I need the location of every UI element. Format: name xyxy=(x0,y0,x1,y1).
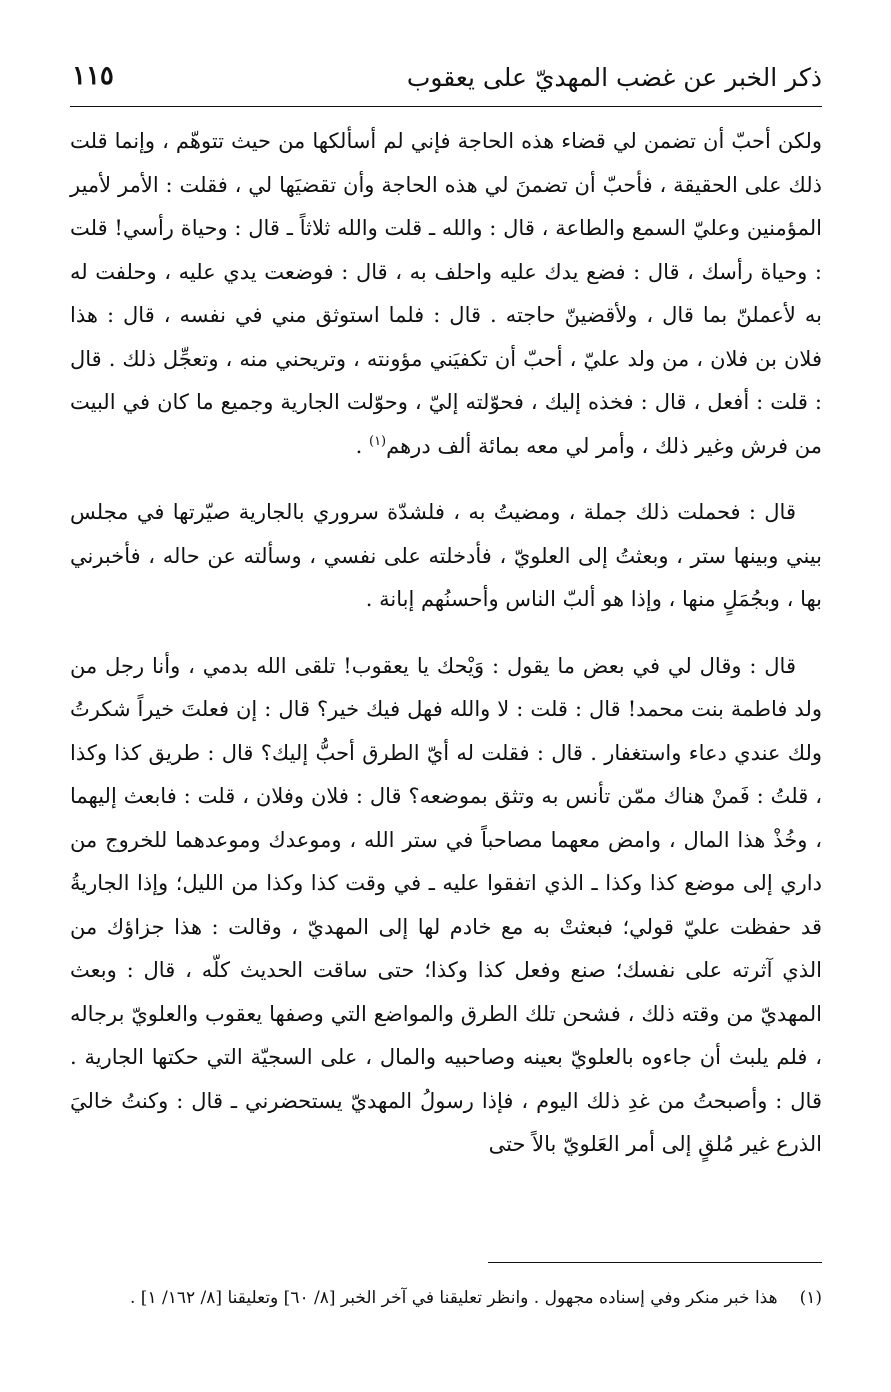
footnote xyxy=(70,1284,822,1312)
paragraph xyxy=(70,120,822,468)
running-title: ذكر الخبر عن غضب المهديّ على يعقوب xyxy=(406,63,822,92)
paragraph xyxy=(70,491,822,622)
paragraph xyxy=(70,645,822,1167)
page-header xyxy=(70,56,822,100)
footnote-text: هذا خبر منكر وفي إسناده مجهول . وانظر تعليقنا في آخر الخبر [٨/ ٦٠] وتعليقنا [٨/ ١٦٢/ ١] . xyxy=(130,1288,778,1308)
footnote-rule xyxy=(488,1262,822,1263)
paragraph-text: قال : وقال لي في بعض ما يقول : وَيْحك يا يعقوب! تلقى الله بدمي ، وأنا رجل من ولد فاطمة بنت محمد! قال : قلت : لا والله فهل فيك خير؟ قال : إن فعلتَ خيراً شكرتُ ولك عندي دعاء واستغفار . قال : فقلت له أيّ الطرق أحبُّ إليك؟ قال : طريق كذا وكذا ، قلتُ : فَمنْ هناك ممّن تأنس به وتثق بموضعه؟ قال : فلان وفلان ، قلت : فابعث إليهما ، وخُذْ هذا المال ، وامض معهما مصاحباً في ستر الله ، وموعدك وموعدهما للخروج من داري إلى موضع كذا وكذا ـ الذي اتفقوا عليه ـ في وقت كذا وكذا من الليل؛ وإذا الجاريةُ قد حفظت عليّ قولي؛ فبعثتْ به مع خادم لها إلى المهديّ ، وقالت : هذا جزاؤك من الذي آثرته على نفسك؛ صنع وفعل كذا وكذا؛ حتى ساقت الحديث كلّه ، قال : وبعث المهديّ من وقته ذلك ، فشحن تلك الطرق والمواضع التي وصفها يعقوب والعلويّ برجاله ، فلم يلبث أن جاءوه بالعلويّ بعينه وصاحبيه والمال ، على السجيّة التي حكتها الجارية . قال : وأصبحتُ من غدِ ذلك اليوم ، فإذا رسولُ المهديّ يستحضرني ـ قال : وكنتُ خاليَ الذرع غير مُلقٍ إلى أمر العَلويّ بالاً حتى xyxy=(70,653,822,1156)
page-number: ١١٥ xyxy=(72,61,114,91)
footnote-number: (١) xyxy=(799,1288,822,1308)
paragraph-text: ولكن أحبّ أن تضمن لي قضاء هذه الحاجة فإني لم أسألكها من حيث تتوهّم ، وإنما قلت ذلك على الحقيقة ، فأحبّ أن تضمنَ لي هذه الحاجة وأن تقضيَها لي ، فقلت : الأمر لأمير المؤمنين وعليّ السمع والطاعة ، قال : والله ـ قلت والله ثلاثاً ـ قال : وحياة رأسي! قلت : وحياة رأسك ، قال : فضع يدك عليه واحلف به ، قال : فوضعت يدي عليه ، وحلفت له به لأعملنّ بما قال ، ولأقضينّ حاجته . قال : فلما استوثق مني في نفسه ، قال : هذا فلان بن فلان ، من ولد عليّ ، أحبّ أن تكفيَني مؤونته ، وتريحني منه ، وتعجِّل ذلك . قال : قلت : أفعل ، قال : فخذه إليك ، فحوّلته إليّ ، وحوّلت الجارية وجميع ما كان في البيت من فرش وغير ذلك ، وأمر لي معه بمائة ألف درهم xyxy=(70,129,822,458)
paragraph-text: قال : فحملت ذلك جملة ، ومضيتُ به ، فلشدّة سروري بالجارية صيّرتها في مجلس بيني وبينها ستر ، وبعثتُ إلى العلويّ ، فأدخلته على نفسي ، وسألته عن حاله ، فأخبرني بها ، وبجُمَلٍ منها ، وإذا هو ألبّ الناس وأحسنُهم إبانة . xyxy=(70,500,822,611)
paragraph-tail: . xyxy=(355,433,369,458)
footnote-marker: (١) xyxy=(368,433,387,449)
header-rule xyxy=(70,106,822,107)
main-text xyxy=(70,120,822,1167)
